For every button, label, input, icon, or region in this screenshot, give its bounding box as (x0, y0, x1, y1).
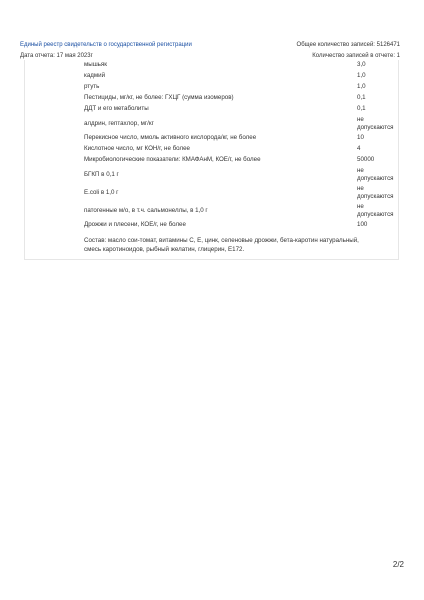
row-value: 4 (357, 145, 361, 152)
row-value: 0,1 (357, 105, 366, 112)
row-value: 3,0 (357, 61, 366, 68)
row-name: E.coli в 1,0 г (84, 189, 119, 196)
row-value: 1,0 (357, 83, 366, 90)
table-row (84, 145, 404, 155)
row-value: 100 (357, 221, 368, 228)
row-value: 0,1 (357, 94, 366, 101)
indicator-table (84, 60, 404, 228)
table-row (84, 61, 404, 71)
table-row (84, 203, 404, 219)
table-row (84, 94, 404, 104)
table-row (84, 167, 404, 183)
row-value: не допускаются (357, 167, 394, 182)
row-value: не допускаются (357, 185, 394, 200)
row-name: Дрожжи и плесени, КОЕ/г, не более (84, 221, 186, 228)
row-name: БГКП в 0,1 г (84, 171, 119, 178)
table-row (84, 221, 404, 231)
row-name: патогенные м/о, в т.ч. сальмонеллы, в 1,0 г (84, 207, 208, 214)
table-row (84, 72, 404, 82)
row-name: Перекисное число, ммоль активного кислорода/кг, не более (84, 134, 257, 141)
row-name: мышьяк (84, 61, 107, 68)
table-row (84, 185, 404, 201)
records-count: Количество записей в отчете: 1 (312, 53, 400, 59)
report-date: Дата отчета: 17 мая 2023г (20, 53, 93, 59)
row-name: ДДТ и его метаболиты (84, 105, 149, 112)
table-row (84, 134, 404, 144)
registry-link[interactable]: Единый реестр свидетельств о государственной регистрации (20, 42, 192, 48)
row-name: Кислотное число, мг КОН/г, не более (84, 145, 190, 152)
table-row (84, 156, 404, 166)
table-row (84, 116, 404, 132)
row-name: алдрин, гептахлор, мг/кг (84, 120, 154, 127)
row-value: 10 (357, 134, 364, 141)
table-row (84, 83, 404, 93)
row-value: 1,0 (357, 72, 366, 79)
table-row (84, 105, 404, 115)
composition-text: Состав: масло сои-томат, витамины С, Е, цинк, селеновые дрожжи, бета-каротин натуральный, смесь каротиноидов, рыбный желатин, глицерин, Е172. (84, 237, 359, 253)
page-number: 2/2 (392, 560, 404, 569)
row-value: не допускаются (357, 203, 394, 218)
total-records: Общее количество записей: 5126471 (296, 42, 400, 48)
row-value: 50000 (357, 156, 375, 163)
row-name: Микробиологические показатели: КМАФАнМ, КОЕ/г, не более (84, 156, 261, 163)
row-value: не допускаются (357, 116, 394, 131)
row-name: Пестициды, мг/кг, не более: ГХЦГ (сумма изомеров) (84, 94, 234, 101)
row-name: ртуть (84, 83, 100, 90)
row-name: кадмий (84, 72, 106, 79)
